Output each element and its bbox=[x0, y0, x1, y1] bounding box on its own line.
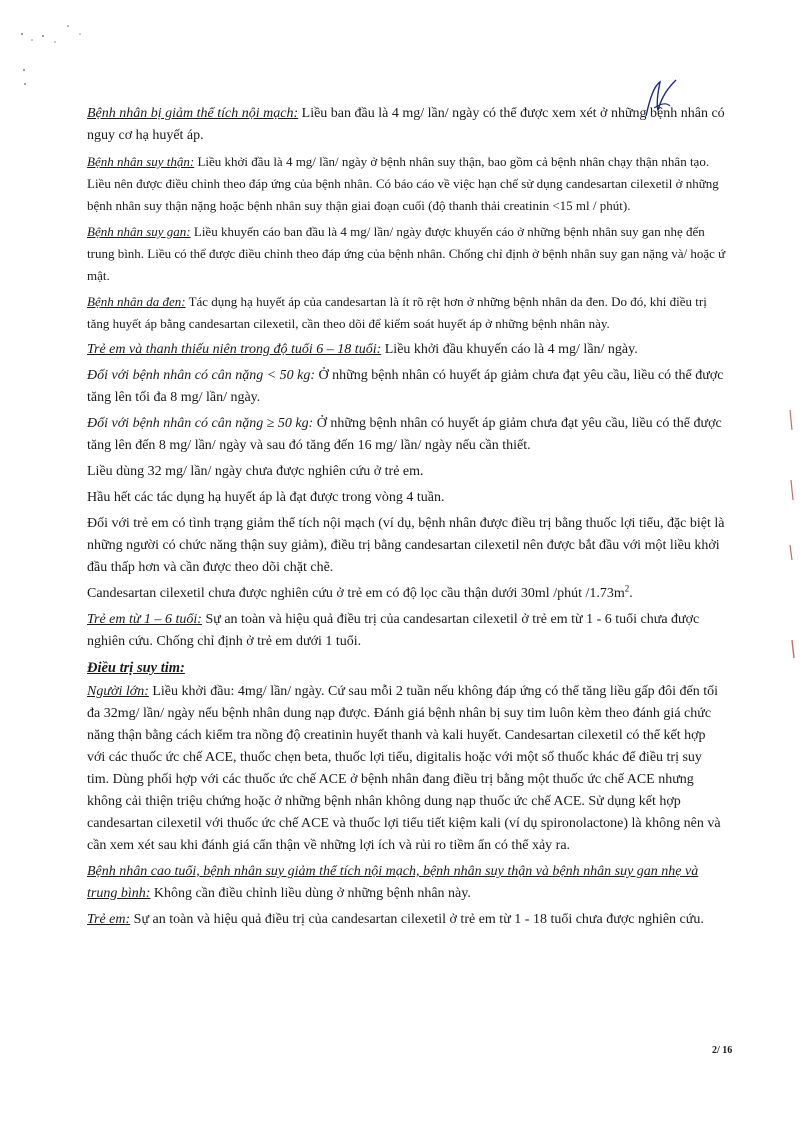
paragraph-label: Trẻ em: bbox=[87, 912, 131, 927]
paragraph-text: Liều khởi đầu khuyến cáo là 4 mg/ lần/ ngày. bbox=[381, 342, 638, 357]
paragraph-label: Bệnh nhân da đen: bbox=[87, 294, 186, 309]
paragraph-label: Người lớn: bbox=[87, 684, 149, 699]
paragraph bbox=[87, 221, 727, 287]
paragraph bbox=[87, 487, 727, 509]
paragraph bbox=[87, 861, 727, 905]
scan-specks bbox=[10, 20, 100, 100]
paragraph-text: Liều dùng 32 mg/ lần/ ngày chưa được nghiên cứu ở trẻ em. bbox=[87, 464, 424, 479]
paragraph-label: Trẻ em từ 1 – 6 tuổi: bbox=[87, 612, 202, 627]
paragraph bbox=[87, 413, 727, 457]
paragraph bbox=[87, 291, 727, 335]
paragraph-text: Hầu hết các tác dụng hạ huyết áp là đạt được trong vòng 4 tuần. bbox=[87, 490, 445, 505]
paragraph-text: Ở những bệnh nhân có huyết áp giảm chưa đạt yêu cầu, liều có thể được tăng lên đến 8 mg/ lần/ ngày và sau đó tăng đến 16 mg/ lần/ ngày nếu cần thiết. bbox=[87, 416, 722, 453]
paragraph-text: Không cần điều chỉnh liều dùng ở những bệnh nhân này. bbox=[150, 886, 471, 901]
paragraph-text: Sự an toàn và hiệu quả điều trị của candesartan cilexetil ở trẻ em từ 1 - 18 tuổi chưa được nghiên cứu. bbox=[130, 912, 704, 927]
paragraph-text: Liều ban đầu là 4 mg/ lần/ ngày có thể được xem xét ở những bệnh nhân có nguy cơ hạ huyết áp. bbox=[87, 106, 725, 143]
paragraph-label: Bệnh nhân bị giảm thể tích nội mạch: bbox=[87, 106, 299, 121]
paragraph bbox=[87, 609, 727, 653]
paragraph bbox=[87, 461, 727, 483]
paragraph bbox=[87, 365, 727, 409]
document-body bbox=[87, 103, 727, 935]
paragraph-text: Sự an toàn và hiệu quả điều trị của candesartan cilexetil ở trẻ em từ 1 - 6 tuổi chưa được nghiên cứu. Chống chỉ định ở trẻ em dưới 1 tuổi. bbox=[87, 612, 700, 649]
paragraph bbox=[87, 339, 727, 361]
paragraph-label: Đối với bệnh nhân có cân nặng ≥ 50 kg: bbox=[87, 416, 314, 431]
paragraph bbox=[87, 681, 727, 857]
page-number: 2/ 16 bbox=[712, 1045, 733, 1056]
paragraph-text: Liều khởi đầu: 4mg/ lần/ ngày. Cứ sau mỗi 2 tuần nếu không đáp ứng có thể tăng liều gấp đôi đến tối đa 32mg/ lần/ ngày nếu bệnh nhân dung nạp được. Đánh giá bệnh nhân bị suy tim luôn kèm theo đánh giá chức năng thận bằng cách kiểm tra nồng độ creatinin huyết thanh và kali huyết. Candesartan cilexetil có thể kết hợp với các thuốc ức chế ACE, thuốc chẹn beta, thuốc lợi tiểu, digitalis hoặc với một số thuốc khác để điều trị suy tim. Dùng phối hợp với các thuốc ức chế ACE ở bệnh nhân đang điều trị bằng một thuốc ức chế ACE nhưng không cải thiện triệu chứng hoặc ở những bệnh nhân không dung nạp thuốc ức chế ACE. Sử dụng kết hợp candesartan cilexetil với thuốc ức chế ACE và thuốc lợi tiểu tiết kiệm kali (ví dụ spironolactone) là không nên và cần xem xét sau khi đánh giá cẩn thận về những lợi ích và rủi ro tiềm ẩn có thể xảy ra. bbox=[87, 684, 721, 853]
paragraph bbox=[87, 151, 727, 217]
paragraph bbox=[87, 909, 727, 931]
paragraph-label: Bệnh nhân suy thận: bbox=[87, 154, 195, 169]
section-heading: Điều trị suy tim: bbox=[87, 660, 185, 676]
paragraph-label: Đối với bệnh nhân có cân nặng < 50 kg: bbox=[87, 368, 316, 383]
paragraph-text: Liều khuyến cáo ban đầu là 4 mg/ lần/ ngày được khuyến cáo ở những bệnh nhân suy gan nhẹ đến trung bình. Liều có thể được điều chỉnh theo đáp ứng của bệnh nhân. Chống chỉ định ở bệnh nhân suy gan nặng và/ hoặc ứ mật. bbox=[87, 224, 726, 283]
paragraph bbox=[87, 103, 727, 147]
paragraph-text: Tác dụng hạ huyết áp của candesartan là ít rõ rệt hơn ở những bệnh nhân da đen. Do đó, khi điều trị tăng huyết áp bằng candesartan cilexetil, cần theo dõi để kiểm soát huyết áp ở những bệnh nhân này. bbox=[87, 294, 707, 331]
paragraph-label: Trẻ em và thanh thiếu niên trong độ tuổi 6 – 18 tuổi: bbox=[87, 342, 382, 357]
paragraph-text: Đối với trẻ em có tình trạng giảm thể tích nội mạch (ví dụ, bệnh nhân được điều trị bằng thuốc lợi tiểu, đặc biệt là những người có chức năng thận suy giảm), điều trị bằng candesartan cilexetil nên được bắt đầu với một liều khởi đầu thấp hơn và cần được theo dõi chặt chẽ. bbox=[87, 516, 725, 575]
paragraph-text: Candesartan cilexetil chưa được nghiên cứu ở trẻ em có độ lọc cầu thận dưới 30ml /phút /1.73m bbox=[87, 586, 625, 601]
superscript: 2 bbox=[624, 583, 630, 594]
paragraph-text: Ở những bệnh nhân có huyết áp giảm chưa đạt yêu cầu, liều có thể được tăng lên tối đa 8 mg/ lần/ ngày. bbox=[87, 368, 724, 405]
paragraph-label: Bệnh nhân suy gan: bbox=[87, 224, 191, 239]
paragraph-tail: . bbox=[629, 586, 633, 601]
paragraph-label: Bệnh nhân cao tuổi, bệnh nhân suy giảm thể tích nội mạch, bệnh nhân suy thận và bệnh nhân suy gan nhẹ và trung bình: bbox=[87, 864, 699, 901]
paragraph bbox=[87, 583, 727, 605]
paragraph bbox=[87, 513, 727, 579]
paragraph-text: Liều khởi đầu là 4 mg/ lần/ ngày ở bệnh nhân suy thận, bao gồm cả bệnh nhân chạy thận nhân tạo. Liều nên được điều chỉnh theo đáp ứng của bệnh nhân. Có báo cáo về việc hạn chế sử dụng candesartan cilexetil ở những bệnh nhân suy thận nặng hoặc bệnh nhân suy thận giai đoạn cuối (độ thanh thải creatinin <15 ml / phút). bbox=[87, 154, 719, 213]
page-edge-marks bbox=[782, 400, 798, 660]
